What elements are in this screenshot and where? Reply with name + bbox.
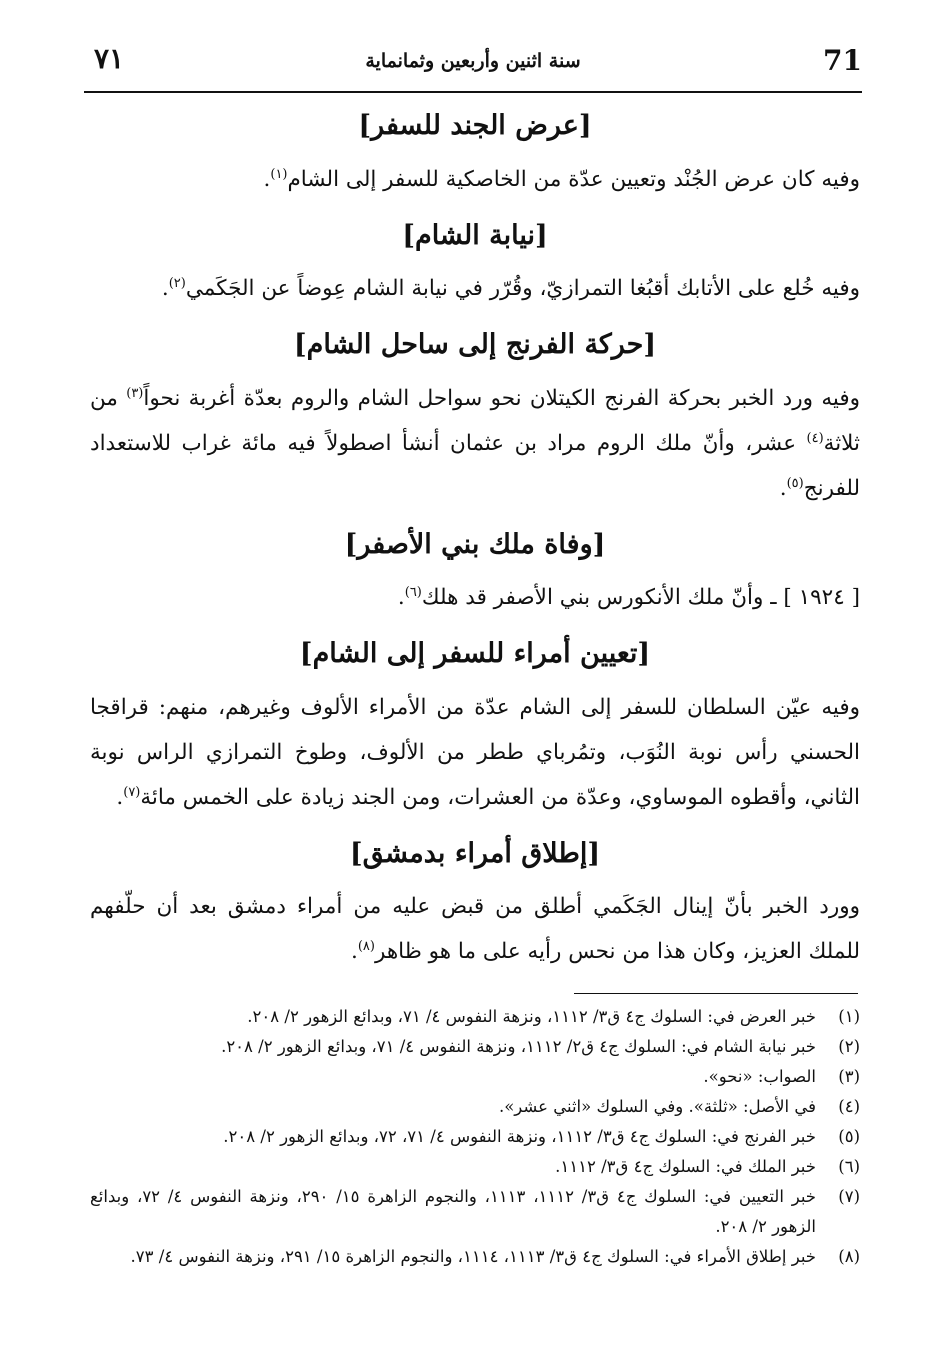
footnote-text: الصواب: «نحو». bbox=[703, 1067, 816, 1086]
footnote-text: في الأصل: «ثلثة». وفي السلوك «اثني عشر». bbox=[498, 1097, 816, 1116]
footnote-text: خبر التعيين في: السلوك ج٤ ق٣/ ١١١٢، ١١١٣، والنجوم الزاهرة ١٥/ ٢٩٠، ونزهة النفوس ٤/ ٧٢، وبدائع الزهور ٢/ ٢٠٨. bbox=[90, 1187, 816, 1236]
footnote-ref: (٤) bbox=[806, 430, 824, 446]
footnote-text: خبر نيابة الشام في: السلوك ج٤ ق٢/ ١١١٢، ونزهة النفوس ٤/ ٧١، وبدائع الزهور ٢/ ٢٠٨. bbox=[221, 1037, 816, 1056]
section-paragraph bbox=[90, 575, 860, 620]
section-heading: [نيابة الشام] bbox=[402, 219, 548, 251]
footnotes bbox=[90, 1002, 860, 1272]
footnote-text: خبر العرض في: السلوك ج٤ ق٣/ ١١١٢، ونزهة النفوس ٤/ ٧١، وبدائع الزهور ٢/ ٢٠٨. bbox=[247, 1007, 816, 1026]
footnote-rule bbox=[574, 993, 858, 994]
footnote bbox=[90, 1062, 860, 1092]
section-paragraph bbox=[90, 266, 860, 311]
paragraph-end: . bbox=[116, 784, 124, 810]
paragraph-text: [ ١٩٢٤ ] ـ وأنّ ملك الأنكورس بني الأصفر قد هلك bbox=[421, 585, 860, 610]
section-heading: [وفاة ملك بني الأصفر] bbox=[344, 528, 606, 560]
running-title: سنة اثنين وأربعين وثمانماية bbox=[365, 50, 581, 72]
footnote bbox=[90, 1032, 860, 1062]
paragraph-end: . bbox=[350, 939, 358, 964]
paragraph-text: وفيه كان عرض الجُنْد وتعيين عدّة من الخاصكية للسفر إلى الشام bbox=[287, 166, 860, 192]
footnote-number: (١) bbox=[838, 1007, 860, 1026]
section-heading: [عرض الجند للسفر] bbox=[358, 110, 592, 141]
paragraph-end: . bbox=[161, 276, 169, 301]
section-paragraph bbox=[90, 685, 860, 820]
footnote-ref: (٧) bbox=[123, 784, 141, 800]
footnote-text: خبر الملك في: السلوك ج٤ ق٣/ ١١١٢. bbox=[555, 1157, 816, 1176]
page-header bbox=[84, 40, 862, 90]
paragraph-text: وفيه عيّن السلطان للسفر إلى الشام عدّة من الأمراء الألوف وغيرهم، منهم: قراقجا الحسني رأس نوبة النُوَب، وتمُرباي ططر من الألوف، وطوخ التمرازي الراس نوبة الثاني، وأقطوه الموساوي، وعدّة من العشرات، ومن الجند زيادة على الخمس مائة bbox=[90, 694, 860, 810]
footnote-number: (٥) bbox=[838, 1127, 860, 1146]
footnote bbox=[90, 1152, 860, 1182]
paragraph-text: من ثلاثة bbox=[90, 385, 860, 456]
section-heading: [إطلاق أمراء بدمشق] bbox=[349, 837, 601, 869]
footnote bbox=[90, 1182, 860, 1242]
paragraph-text: وفيه ورد الخبر بحركة الفرنج الكيتلان نحو سواحل الشام والروم بعدّة أغربة نحواً bbox=[143, 385, 860, 411]
section-paragraph bbox=[90, 884, 860, 974]
footnote-ref: (٦) bbox=[404, 584, 422, 600]
footnote-ref: (٢) bbox=[168, 275, 186, 291]
footnote bbox=[90, 1242, 860, 1272]
footnote bbox=[90, 1122, 860, 1152]
footnote-ref: (١) bbox=[270, 166, 288, 182]
footnote-number: (٦) bbox=[838, 1157, 860, 1176]
footnote-number: (٧) bbox=[838, 1187, 860, 1206]
header-rule bbox=[84, 91, 862, 93]
main-text bbox=[90, 106, 860, 988]
footnote bbox=[90, 1002, 860, 1032]
page-number: 71 bbox=[823, 44, 862, 77]
section-heading: [تعيين أمراء للسفر إلى الشام] bbox=[299, 638, 651, 669]
paragraph-end: . bbox=[397, 585, 405, 610]
footnote-ref: (٨) bbox=[357, 938, 375, 954]
paragraph-end: . bbox=[779, 475, 787, 501]
footnote-number: (٨) bbox=[838, 1247, 860, 1266]
footnote-ref: (٥) bbox=[786, 475, 804, 491]
section-paragraph bbox=[90, 376, 860, 511]
footnote-text: خبر الفرنج في: السلوك ج٤ ق٣/ ١١١٢، ونزهة النفوس ٤/ ٧١، ٧٢، وبدائع الزهور ٢/ ٢٠٨. bbox=[223, 1127, 816, 1146]
section-heading: [حركة الفرنج إلى ساحل الشام] bbox=[293, 329, 657, 360]
footnote bbox=[90, 1092, 860, 1122]
footnote-ref: (٣) bbox=[126, 385, 144, 401]
paragraph-text: عشر، وأنّ ملك الروم مراد بن عثمان أنشأ اصطولاً فيه مائة غراب للاستعداد للفرنج bbox=[90, 430, 860, 501]
footnote-number: (٢) bbox=[838, 1037, 860, 1056]
footnote-text: خبر إطلاق الأمراء في: السلوك ج٤ ق٣/ ١١١٣، ١١١٤، والنجوم الزاهرة ١٥/ ٢٩١، ونزهة النفوس ٤/ ٧٣. bbox=[130, 1247, 816, 1266]
page-number-arabic: ٧١ bbox=[94, 42, 125, 75]
paragraph-end: . bbox=[263, 166, 271, 192]
paragraph-text: وفيه خُلع على الأتابك أقبُغا التمرازيّ، وقُرّر في نيابة الشام عِوضاً عن الجَكَمي bbox=[185, 276, 860, 301]
footnote-number: (٤) bbox=[838, 1097, 860, 1116]
paragraph-text: وورد الخبر بأنّ إينال الجَكَمي أطلق من قبض عليه من أمراء دمشق بعد أن حلّفهم للملك العزيز، وكان هذا من نحس رأيه على ما هو ظاهر bbox=[90, 894, 860, 964]
footnote-number: (٣) bbox=[838, 1067, 860, 1086]
section-paragraph bbox=[90, 157, 860, 202]
